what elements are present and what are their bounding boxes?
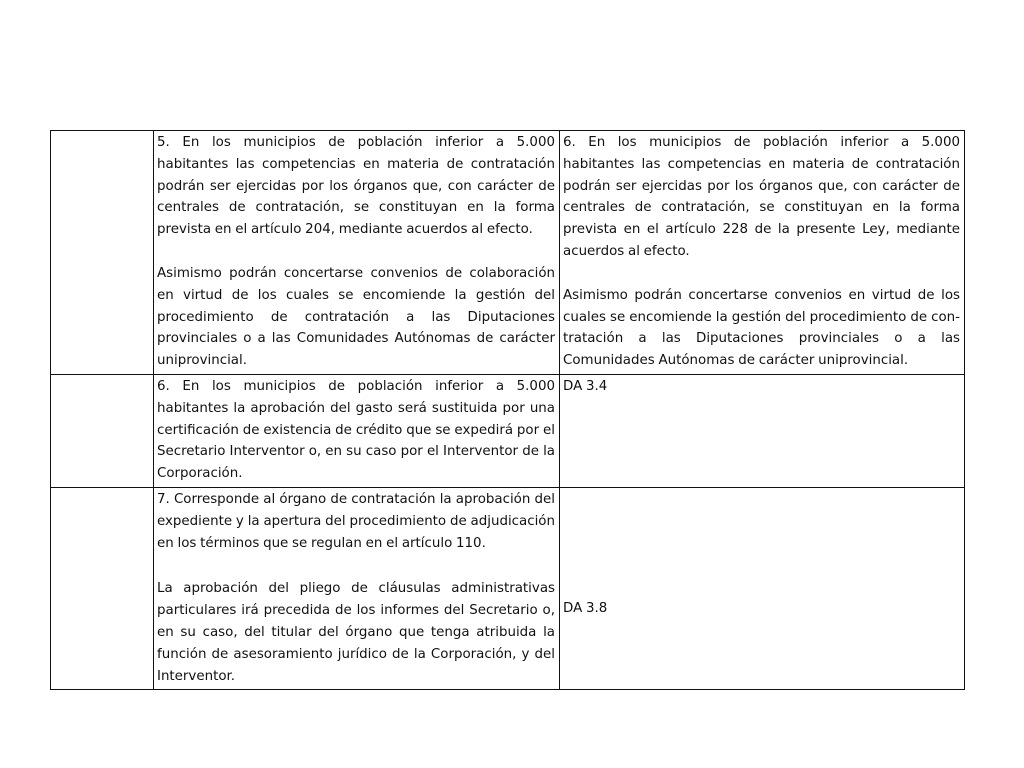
table-row bbox=[51, 131, 965, 375]
paragraph: 7. Corresponde al órgano de contratación la aprobación del expediente y la apertura del procedimiento de adjudicación en los términos que se regulan en el artículo 110. bbox=[157, 491, 555, 551]
paragraph: 6. En los municipios de población inferior a 5.000 habitantes la aprobación del gasto será sustituida por una certificación de existencia de crédito que se expedirá por el Secretario Interventor o, en su caso por el Interventor de la Corporación. bbox=[157, 378, 555, 482]
new-text-cell bbox=[560, 374, 965, 487]
spacer bbox=[563, 489, 960, 598]
new-text-cell bbox=[560, 487, 965, 689]
reference-text: DA 3.8 bbox=[563, 600, 608, 616]
table-row bbox=[51, 487, 965, 689]
comparison-table bbox=[50, 130, 965, 690]
reference-text: DA 3.4 bbox=[563, 378, 608, 394]
previous-text-cell bbox=[154, 374, 560, 487]
previous-text-cell bbox=[154, 131, 560, 375]
row-label-cell bbox=[51, 374, 154, 487]
paragraph: 6. En los municipios de población inferior a 5.000 habitantes las competencias en materia de contratación podrán ser ejercidas por los órganos que, con carácter de centrales de contratación, se constituyan en la forma prevista en el artículo 228 de la presente Ley, mediante acuerdos al efecto. bbox=[563, 135, 960, 259]
paragraph: 5. En los municipios de población inferior a 5.000 habitantes las competencias en materia de contratación podrán ser ejercidas por los órganos que, con carácter de centrales de contratación, se constituyan en la forma prevista en el artículo 204, mediante acuerdos al efecto. bbox=[157, 135, 555, 238]
new-text-cell bbox=[560, 131, 965, 375]
row-label-cell bbox=[51, 131, 154, 375]
paragraph: Asimismo podrán concertarse convenios de colaboración en virtud de los cuales se encomiende la gestión del procedimiento de contratación a las Diputaciones provinciales o a las Comunidades Autónomas de carácter uniprovincial. bbox=[157, 265, 555, 369]
previous-text-cell bbox=[154, 487, 560, 689]
table-row bbox=[51, 374, 965, 487]
paragraph: Asimismo podrán concertarse convenios en virtud de los cuales se encomiende la gestión del procedimiento de contratación a las Diputaciones provinciales o a las Comunidades Autónomas de carácter uniprovincial. bbox=[563, 287, 960, 369]
paragraph: La aprobación del pliego de cláusulas administrativas particulares irá precedida de los informes del Secretario o, en su caso, del titular del órgano que tenga atribuida la función de asesoramiento jurídico de la Corporación, y del Interventor. bbox=[157, 581, 555, 684]
row-label-cell bbox=[51, 487, 154, 689]
